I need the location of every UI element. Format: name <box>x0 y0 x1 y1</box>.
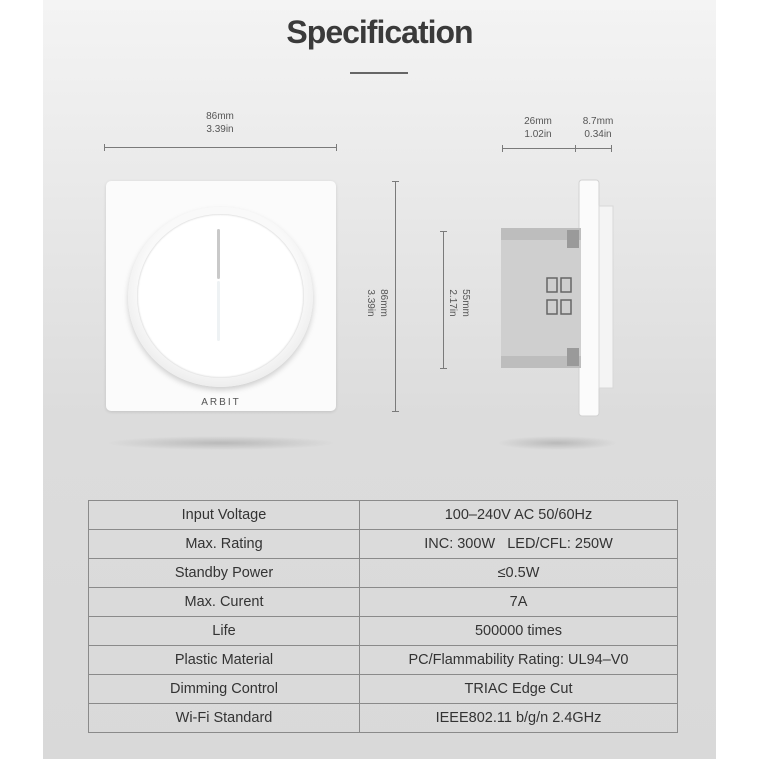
spec-label: Standby Power <box>89 559 360 588</box>
front-width-cap-right <box>336 144 337 151</box>
spec-value: ≤0.5W <box>360 559 678 588</box>
depth-panel-label <box>568 115 628 141</box>
inner-height-in: 2.17in <box>447 289 458 317</box>
table-row <box>89 675 678 704</box>
table-row <box>89 501 678 530</box>
depth-body-label <box>508 115 568 141</box>
inner-height-mm: 55mm <box>460 289 471 317</box>
front-height-line <box>395 181 396 412</box>
spec-label: Wi-Fi Standard <box>89 704 360 733</box>
inner-height-cap-bottom <box>440 368 447 369</box>
front-width-cap-left <box>104 144 105 151</box>
table-row <box>89 530 678 559</box>
front-height-mm: 86mm <box>378 289 389 317</box>
depth-cap-right <box>611 145 612 152</box>
front-height-in: 3.39in <box>365 289 376 317</box>
depth-panel-mm: 8.7mm <box>582 116 614 127</box>
spec-value: INC: 300W LED/CFL: 250W <box>360 530 678 559</box>
dial-knob <box>137 214 304 378</box>
table-row <box>89 704 678 733</box>
title-underline <box>350 72 408 74</box>
side-terminal-1 <box>567 230 579 248</box>
spec-value: PC/Flammability Rating: UL94–V0 <box>360 646 678 675</box>
depth-body-in: 1.02in <box>524 129 552 140</box>
spec-value: IEEE802.11 b/g/n 2.4GHz <box>360 704 678 733</box>
front-width-label <box>180 110 260 136</box>
side-front-panel <box>579 180 599 416</box>
switch-side-view <box>495 178 620 418</box>
dial-light-strip <box>217 281 220 341</box>
spec-value: 500000 times <box>360 617 678 646</box>
spec-table <box>88 500 678 733</box>
table-row <box>89 559 678 588</box>
spec-label: Life <box>89 617 360 646</box>
inner-height-cap-top <box>440 231 447 232</box>
spec-label: Dimming Control <box>89 675 360 704</box>
front-height-cap-top <box>392 181 399 182</box>
spec-label: Max. Curent <box>89 588 360 617</box>
depth-body-mm: 26mm <box>524 116 552 127</box>
spec-label: Input Voltage <box>89 501 360 530</box>
page-title: Specification <box>286 14 473 50</box>
front-shadow <box>106 436 336 450</box>
spec-value: 100–240V AC 50/60Hz <box>360 501 678 530</box>
table-row <box>89 588 678 617</box>
side-body <box>501 228 581 368</box>
table-row <box>89 646 678 675</box>
spec-value: 7A <box>360 588 678 617</box>
depth-panel-in: 0.34in <box>584 129 612 140</box>
depth-cap-left <box>502 145 503 152</box>
front-width-line <box>104 147 337 148</box>
side-terminal-2 <box>567 348 579 366</box>
depth-line <box>502 148 611 149</box>
depth-cap-mid <box>575 145 576 152</box>
dial-indicator-icon <box>217 229 220 279</box>
inner-height-label <box>446 268 472 338</box>
side-dial-profile <box>599 206 613 388</box>
spec-label: Plastic Material <box>89 646 360 675</box>
front-height-label <box>364 268 390 338</box>
front-width-mm: 86mm <box>206 111 234 122</box>
front-width-in: 3.39in <box>206 124 234 135</box>
inner-height-line <box>443 231 444 369</box>
brand-logo: ARBIT <box>201 397 241 408</box>
spec-label: Max. Rating <box>89 530 360 559</box>
front-height-cap-bottom <box>392 411 399 412</box>
table-row <box>89 617 678 646</box>
spec-value: TRIAC Edge Cut <box>360 675 678 704</box>
side-shadow <box>497 436 617 450</box>
